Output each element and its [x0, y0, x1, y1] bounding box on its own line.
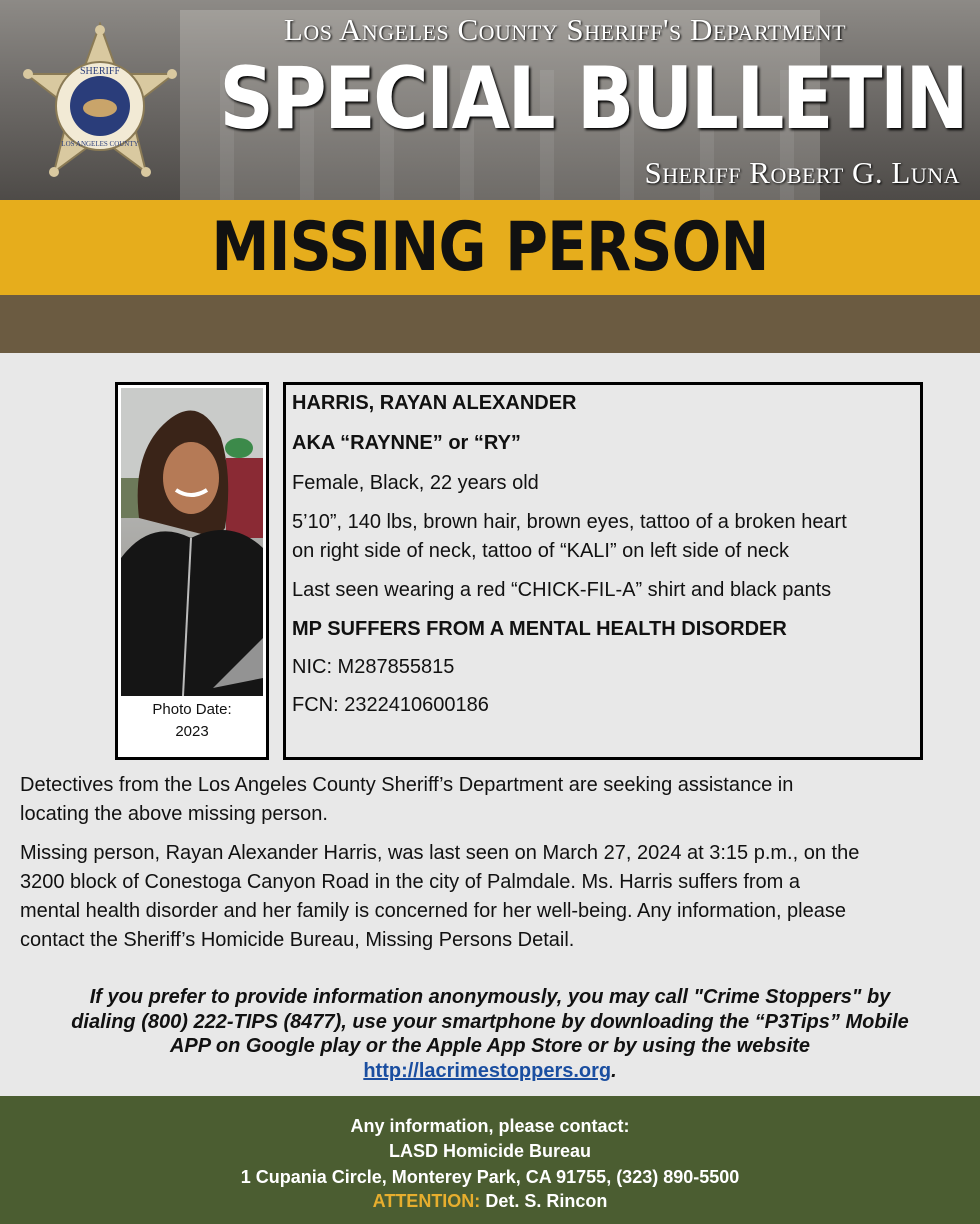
sheriff-name: Sheriff Robert G. Luna: [644, 155, 960, 190]
last-seen-clothing: Last seen wearing a red “CHICK-FIL-A” shirt and black pants: [292, 579, 832, 601]
badge-ring-text: LOS ANGELES COUNTY: [61, 140, 139, 148]
link-period: .: [611, 1059, 617, 1082]
photo-frame: [115, 382, 269, 760]
person-name: HARRIS, RAYAN ALEXANDER: [292, 392, 577, 414]
department-name: Los Angeles County Sheriff's Department: [283, 12, 847, 47]
paragraph-details-line4: contact the Sheriff’s Homicide Bureau, Missing Persons Detail.: [20, 929, 575, 951]
contact-bureau: LASD Homicide Bureau: [388, 1141, 592, 1161]
divider-bar: [0, 295, 980, 353]
paragraph-intro-line2: locating the above missing person.: [20, 803, 328, 825]
anonymous-line2: dialing (800) 222-TIPS (8477), use your smartphone by downloading the “P3Tips” Mobile: [71, 1010, 909, 1033]
mental-health-alert: MP SUFFERS FROM A MENTAL HEALTH DISORDER: [292, 618, 787, 640]
paragraph-details-line2: 3200 block of Conestoga Canyon Road in the city of Palmdale. Ms. Harris suffers from a: [20, 871, 801, 893]
person-details: [283, 382, 923, 760]
person-description-line1: 5’10”, 140 lbs, brown hair, brown eyes, tattoo of a broken heart: [292, 511, 847, 533]
photo-caption: [118, 699, 266, 743]
crime-stoppers-link[interactable]: http://lacrimestoppers.org: [363, 1059, 612, 1082]
banner-title: MISSING PERSON: [211, 208, 769, 287]
person-aka: AKA “RAYNNE” or “RY”: [292, 432, 521, 454]
missing-person-photo: [121, 388, 263, 696]
contact-address: 1 Cupania Circle, Monterey Park, CA 91755, (323) 890-5500: [240, 1167, 740, 1187]
paragraph-details-line3: mental health disorder and her family is concerned for her well-being. Any information, please: [20, 900, 846, 922]
contact-attention: [0, 1191, 980, 1212]
person-description-line2: on right side of neck, tattoo of “KALI” on left side of neck: [292, 540, 789, 562]
sheriff-star-badge-icon: [22, 22, 178, 184]
paragraph-intro-line1: Detectives from the Los Angeles County Sheriff’s Department are seeking assistance in: [20, 774, 794, 796]
paragraph-details-line1: Missing person, Rayan Alexander Harris, was last seen on March 27, 2024 at 3:15 p.m., on the: [20, 842, 860, 864]
anonymous-line3: APP on Google play or the Apple App Store or by using the website: [169, 1035, 811, 1057]
bulletin-title: SPECIAL BULLETIN: [219, 49, 967, 149]
person-demographics: Female, Black, 22 years old: [292, 472, 539, 494]
missing-person-banner: [0, 200, 980, 295]
anonymous-tip-notice: [15, 985, 965, 1083]
fcn-number: FCN: 2322410600186: [292, 694, 489, 716]
photo-date-year: 2023: [175, 723, 209, 740]
nic-number: NIC: M287855815: [292, 656, 455, 678]
contact-label: Any information, please contact:: [350, 1116, 630, 1136]
anonymous-line1: If you prefer to provide information anonymously, you may call "Crime Stoppers" by: [89, 986, 891, 1008]
contact-footer: [0, 1096, 980, 1224]
photo-date-label: Photo Date:: [152, 701, 232, 718]
attention-name: Det. S. Rincon: [485, 1191, 608, 1211]
header: [0, 0, 980, 200]
attention-label: ATTENTION:: [372, 1191, 481, 1211]
badge-top-text: SHERIFF: [79, 66, 121, 77]
